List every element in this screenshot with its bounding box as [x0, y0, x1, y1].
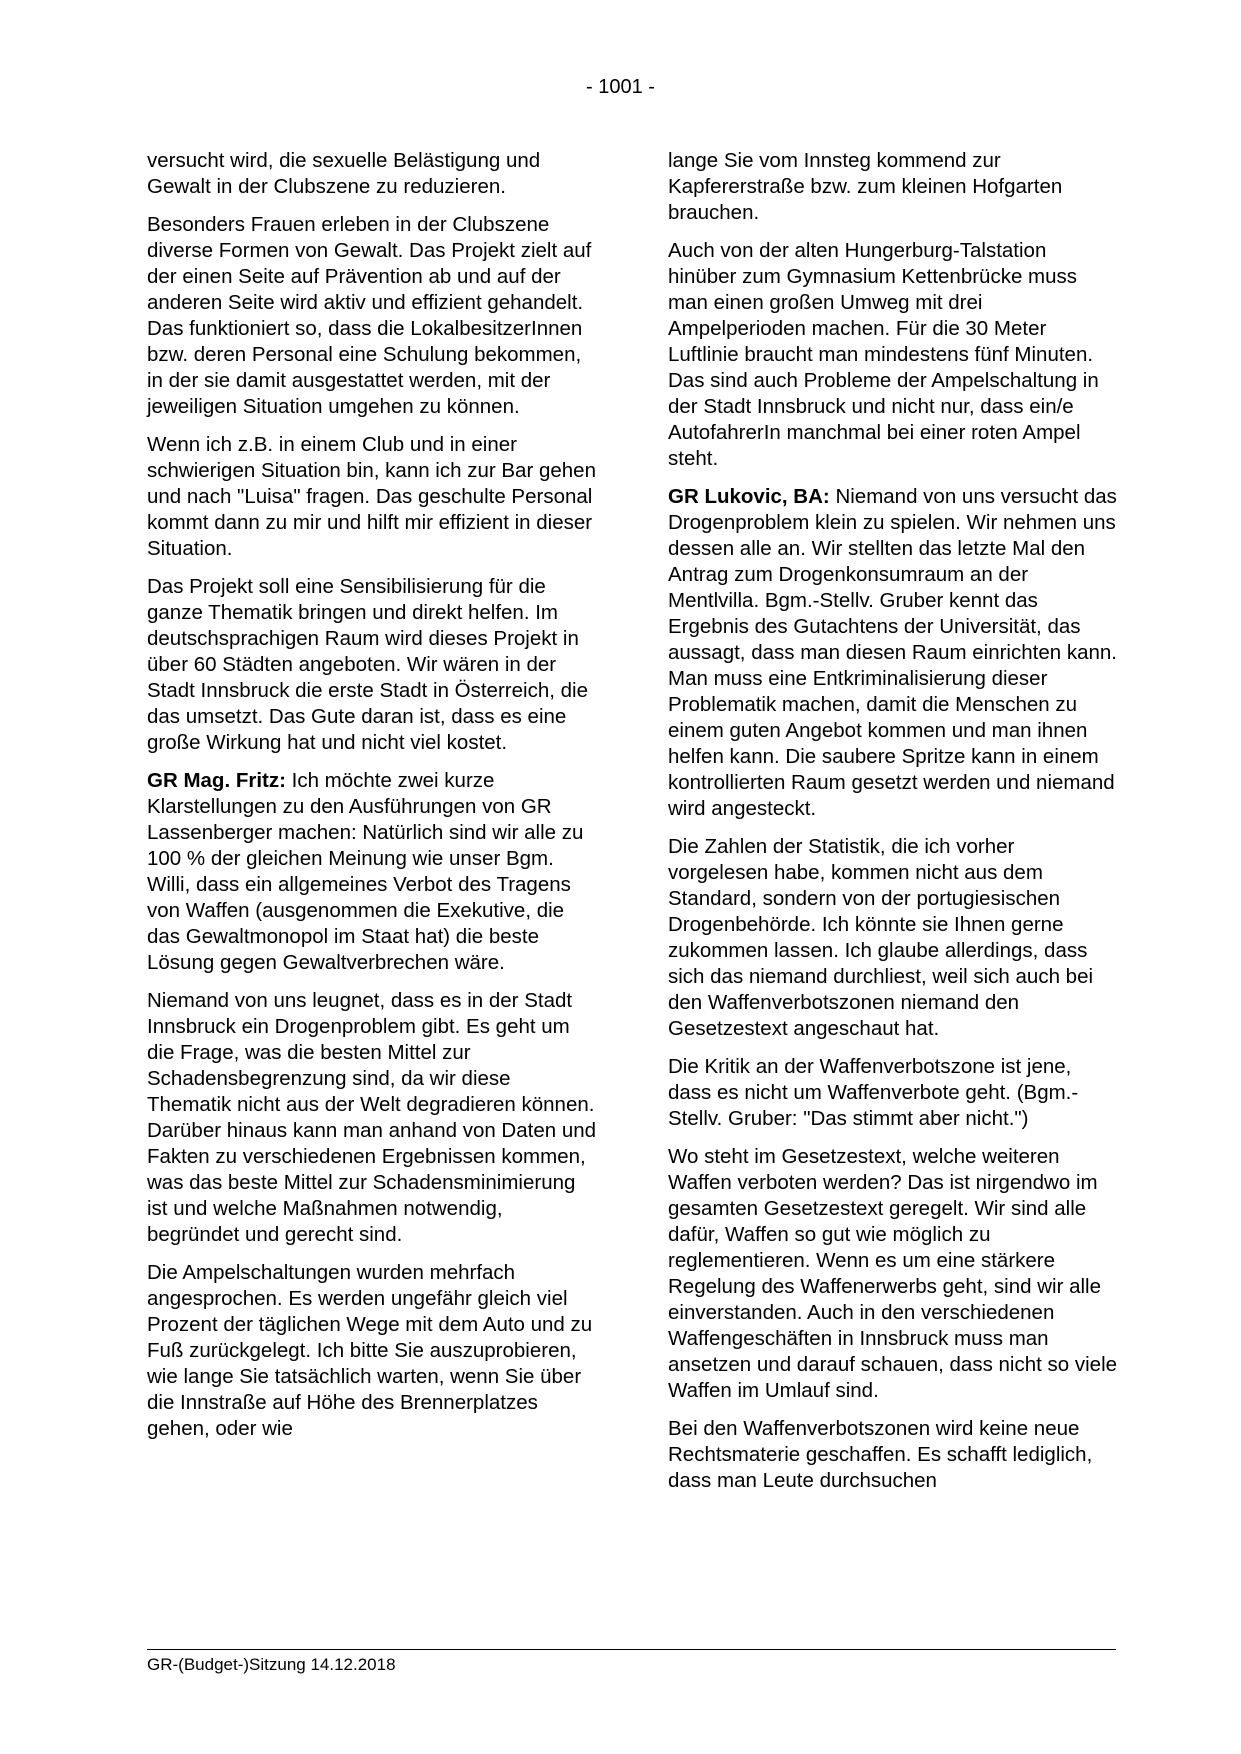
paragraph: lange Sie vom Innsteg kommend zur Kapfererstraße bzw. zum kleinen Hofgarten brauchen. — [668, 149, 1063, 224]
speech-text: Niemand von uns versucht das Drogenproblem klein zu spielen. Wir nehmen uns dessen alle an. Wir stellten das letzte Mal den Antrag zum Drogenkonsumraum an der Mentlvilla. Bgm.-Stellv. Gruber kennt das Ergebnis des Gutachtens der Universität, das aussagt, dass man diesen Raum einrichten kann. Man muss eine Entkriminalisierung dieser Problematik machen, damit die Menschen zu einem guten Angebot kommen und man ihnen helfen kann. Die saubere Spritze kann in einem kontrollierten Raum gesetzt werden und niemand wird angesteckt. — [668, 485, 1117, 820]
paragraph: Bei den Waffenverbotszonen wird keine neue Rechtsmaterie geschaffen. Es schafft lediglich, dass man Leute durchsuchen — [668, 1417, 1093, 1492]
paragraph: Die Kritik an der Waffenverbotszone ist jene, dass es nicht um Waffenverbote geht. (Bgm.-Stellv. Gruber: "Das stimmt aber nicht.") — [668, 1055, 1079, 1130]
speaker-name: GR Mag. Fritz: — [147, 769, 286, 792]
speech-paragraph — [147, 768, 597, 976]
left-column — [147, 148, 597, 1454]
paragraph: Die Zahlen der Statistik, die ich vorher vorgelesen habe, kommen nicht aus dem Standard, sondern von der portugiesischen Drogenbehörde. Ich könnte sie Ihnen gerne zukommen lassen. Ich glaube allerdings, dass sich das niemand durchliest, weil sich auch bei den Waffenverbotszonen niemand den Gesetzestext angeschaut hat. — [668, 835, 1094, 1040]
paragraph: Auch von der alten Hungerburg-Talstation hinüber zum Gymnasium Kettenbrücke muss man einen großen Umweg mit drei Ampelperioden machen. Für die 30 Meter Luftlinie braucht man mindestens fünf Minuten. Das sind auch Probleme der Ampelschaltung in der Stadt Innsbruck und nicht nur, dass ein/e AutofahrerIn manchmal bei einer roten Ampel steht. — [668, 239, 1099, 470]
right-column — [668, 148, 1118, 1506]
speech-paragraph — [668, 484, 1118, 822]
speaker-name: GR Lukovic, BA: — [668, 485, 830, 508]
paragraph: Die Ampelschaltungen wurden mehrfach angesprochen. Es werden ungefähr gleich viel Prozent der täglichen Wege mit dem Auto und zu Fuß zurückgelegt. Ich bitte Sie auszuprobieren, wie lange Sie tatsächlich warten, wenn Sie über die Innstraße auf Höhe des Brennerplatzes gehen, oder wie — [147, 1261, 593, 1440]
page-number: - 1001 - — [586, 76, 655, 98]
speech-text: Ich möchte zwei kurze Klarstellungen zu den Ausführungen von GR Lassenberger machen: Natürlich sind wir alle zu 100 % der gleichen Meinung wie unser Bgm. Willi, dass ein allgemeines Verbot des Tragens von Waffen (ausgenommen die Exekutive, die das Gewaltmonopol im Staat hat) die beste Lösung gegen Gewaltverbrechen wäre. — [147, 769, 584, 974]
footer-session-label: GR-(Budget-)Sitzung 14.12.2018 — [147, 1655, 396, 1674]
paragraph: versucht wird, die sexuelle Belästigung und Gewalt in der Clubszene zu reduzieren. — [147, 149, 541, 198]
footer-divider — [147, 1649, 1116, 1650]
paragraph: Besonders Frauen erleben in der Clubszene diverse Formen von Gewalt. Das Projekt zielt auf der einen Seite auf Prävention ab und auf der anderen Seite wird aktiv und effizient gehandelt. Das funktioniert so, dass die LokalbesitzerInnen bzw. deren Personal eine Schulung bekommen, in der sie damit ausgestattet werden, mit der jeweiligen Situation umgehen zu können. — [147, 213, 592, 418]
paragraph: Wo steht im Gesetzestext, welche weiteren Waffen verboten werden? Das ist nirgendwo im gesamten Gesetzestext geregelt. Wir sind alle dafür, Waffen so gut wie möglich zu reglementieren. Wenn es um eine stärkere Regelung des Waffenerwerbs geht, sind wir alle einverstanden. Auch in den verschiedenen Waffengeschäften in Innsbruck muss man ansetzen und darauf schauen, dass nicht so viele Waffen im Umlauf sind. — [668, 1145, 1118, 1402]
paragraph: Wenn ich z.B. in einem Club und in einer schwierigen Situation bin, kann ich zur Bar gehen und nach "Luisa" fragen. Das geschulte Personal kommt dann zu mir und hilft mir effizient in dieser Situation. — [147, 433, 596, 560]
paragraph: Das Projekt soll eine Sensibilisierung für die ganze Thematik bringen und direkt helfen. Im deutschsprachigen Raum wird dieses Projekt in über 60 Städten angeboten. Wir wären in der Stadt Innsbruck die erste Stadt in Österreich, die das umsetzt. Das Gute daran ist, dass es eine große Wirkung hat und nicht viel kostet. — [147, 575, 588, 754]
paragraph: Niemand von uns leugnet, dass es in der Stadt Innsbruck ein Drogenproblem gibt. Es geht um die Frage, was die besten Mittel zur Schadensbegrenzung sind, da wir diese Thematik nicht aus der Welt degradieren können. Darüber hinaus kann man anhand von Daten und Fakten zu verschiedenen Ergebnissen kommen, was das beste Mittel zur Schadensminimierung ist und welche Maßnahmen notwendig, begründet und gerecht sind. — [147, 989, 597, 1246]
